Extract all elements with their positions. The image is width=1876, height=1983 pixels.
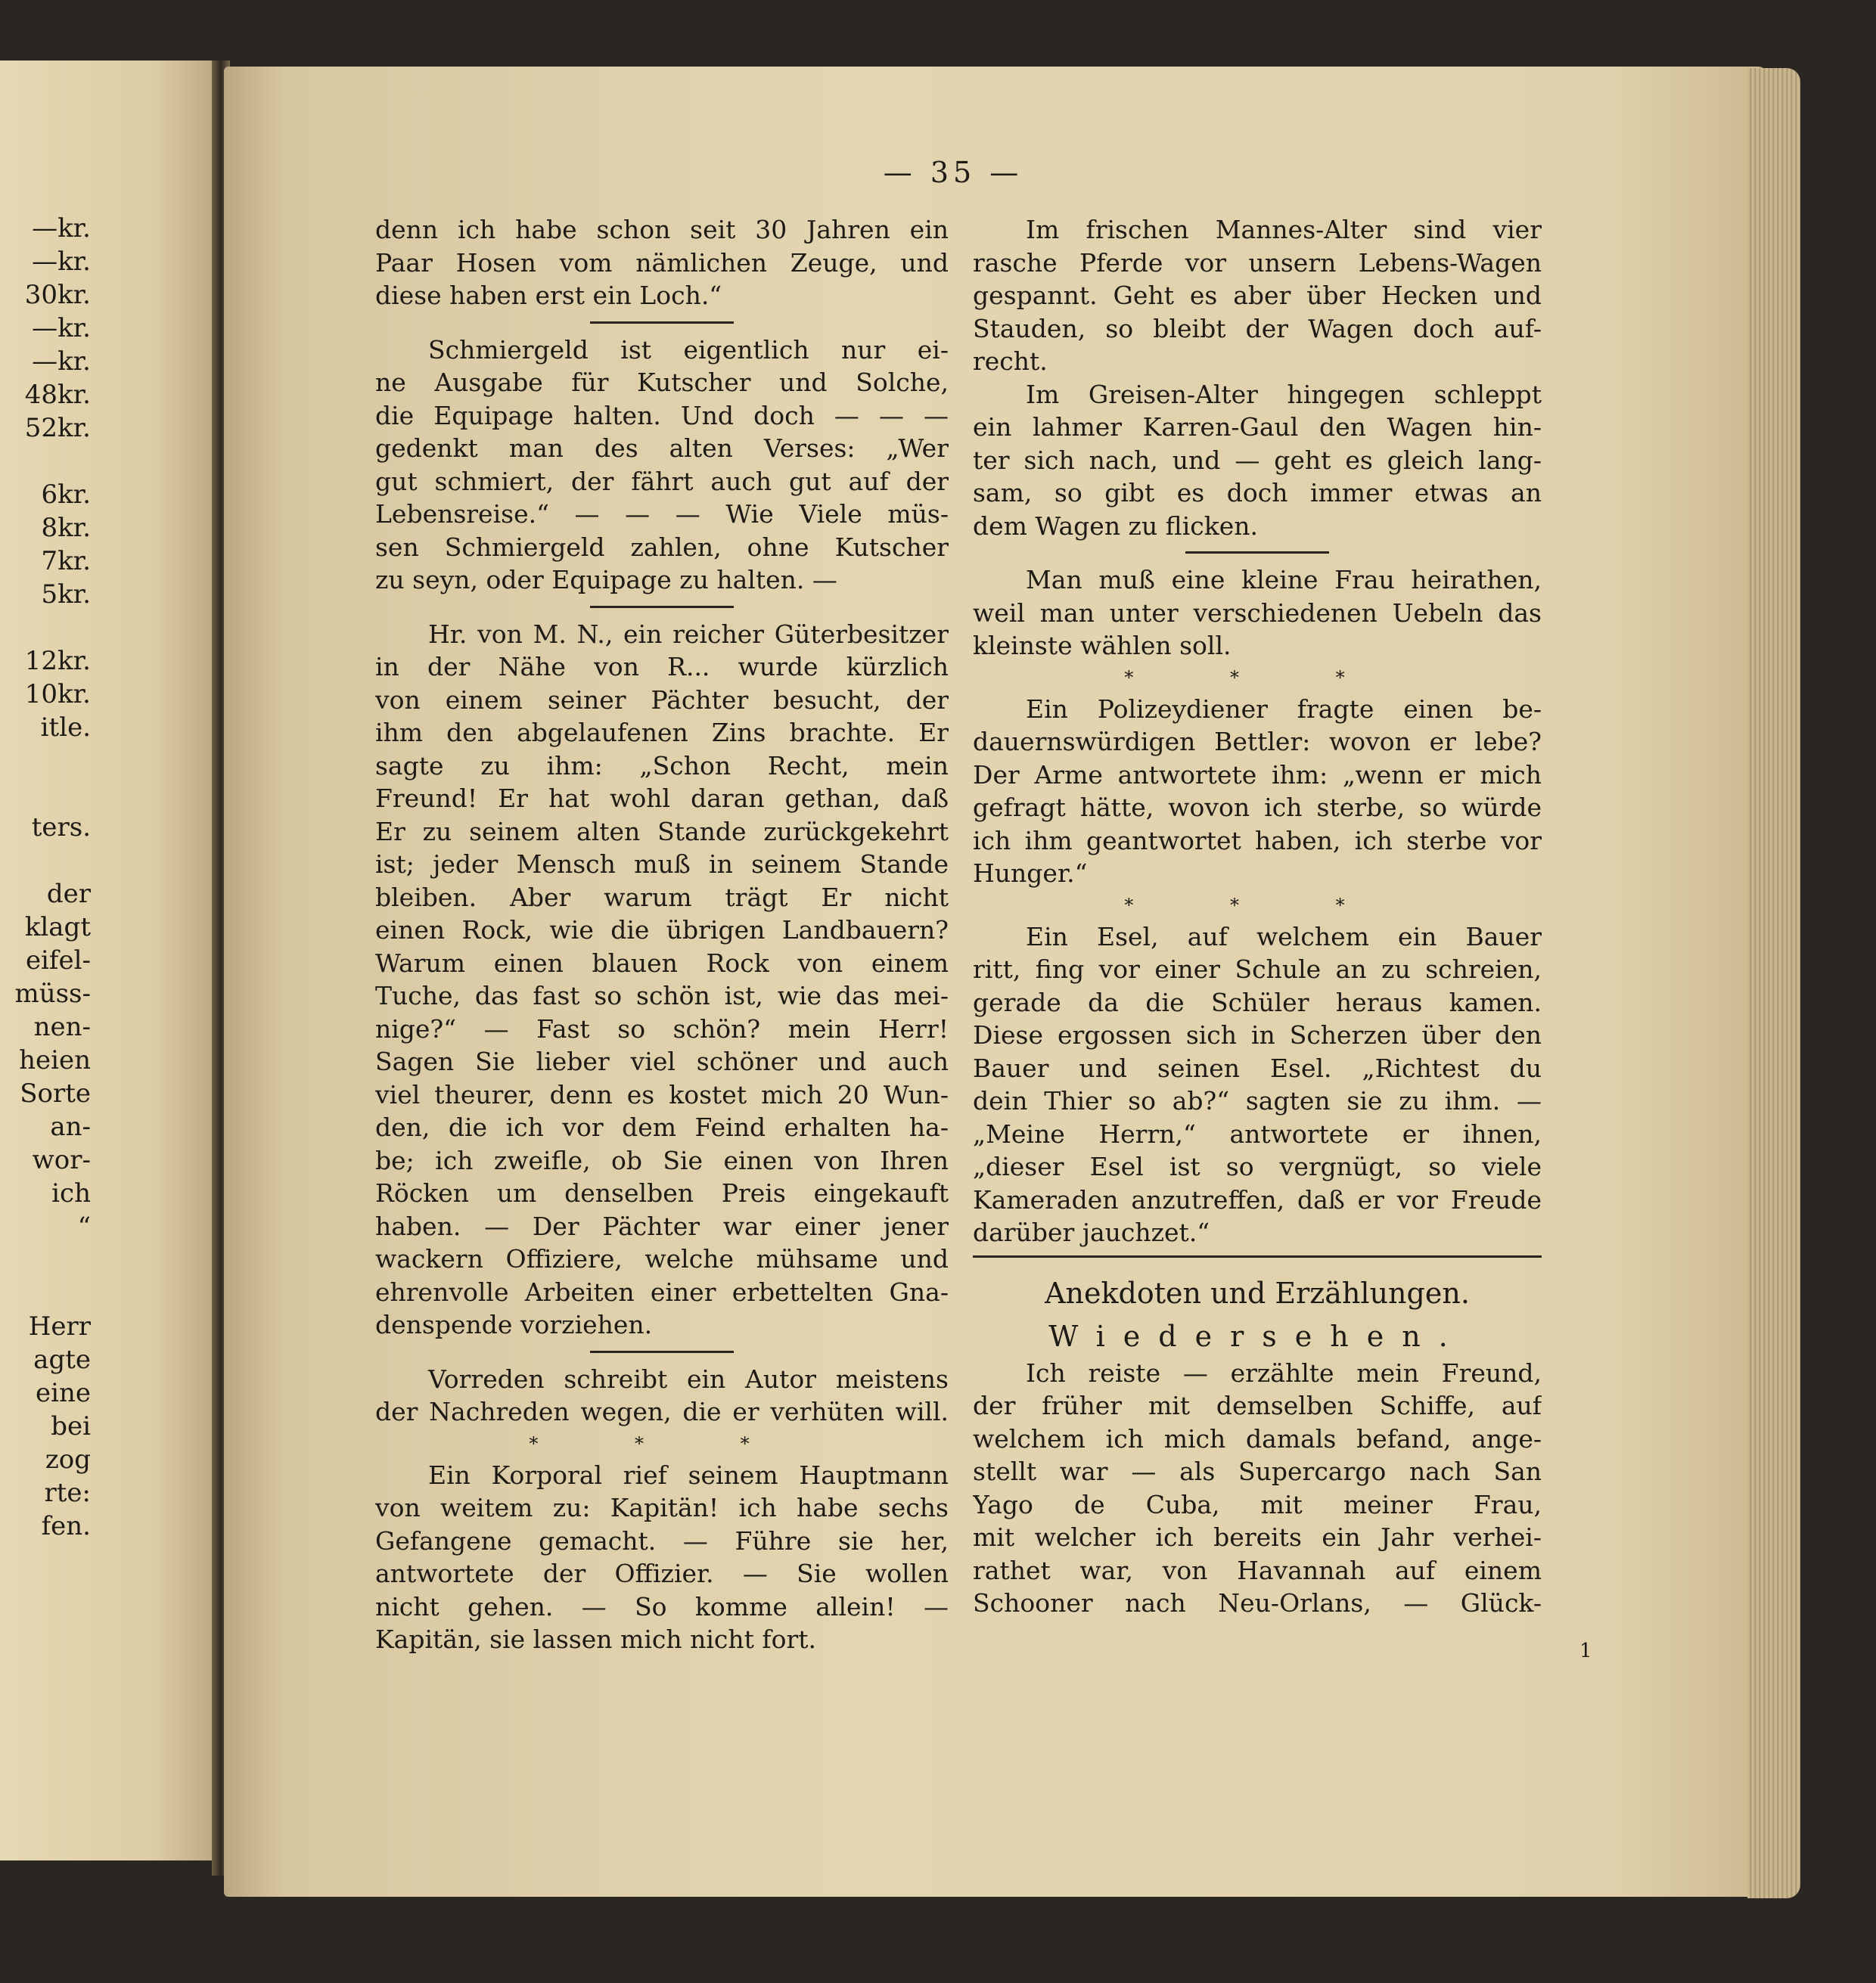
text-line: der früher mit demselben Schiffe, auf xyxy=(973,1391,1542,1420)
text-line: Sagen Sie lieber viel schöner und auch xyxy=(375,1047,949,1076)
text-line: ihm den abgelaufenen Zins brachte. Er xyxy=(375,718,949,747)
left-page-line: rte: xyxy=(44,1478,91,1508)
left-page-line: zog xyxy=(45,1445,91,1475)
left-page-line: 30kr. xyxy=(24,280,91,310)
text-line: ne Ausgabe für Kutscher und Solche, xyxy=(375,368,949,397)
text-line: ritt, fing vor einer Schule an zu schreien, xyxy=(973,954,1542,984)
text-line: der Nachreden wegen, die er verhüten will. xyxy=(375,1397,949,1426)
text-line: Ein Polizeydiener fragte einen be- xyxy=(1026,694,1542,724)
text-line: gerade da die Schüler heraus kamen. xyxy=(973,987,1542,1017)
left-page-line: 8kr. xyxy=(41,513,91,543)
left-page-line: 5kr. xyxy=(41,579,91,610)
text-column-right xyxy=(973,213,1542,1620)
page-edges xyxy=(1747,68,1800,1898)
text-line: denn ich habe schon seit 30 Jahren ein xyxy=(375,215,949,244)
text-line: Yago de Cuba, mit meiner Frau, xyxy=(973,1489,1542,1519)
text-line: Im Greisen-Alter hingegen schleppt xyxy=(1026,379,1542,409)
text-line: Lebensreise.“ — — — Wie Viele müs- xyxy=(375,499,949,529)
page-number: — 35 — xyxy=(883,156,1023,189)
text-line: dauernswürdigen Bettler: wovon er lebe? xyxy=(973,727,1542,756)
left-page-line: itle. xyxy=(40,712,91,743)
left-page-line: —kr. xyxy=(32,213,91,244)
text-line: wackern Offiziere, welche mühsame und xyxy=(375,1244,949,1274)
text-line: gefragt hätte, wovon ich sterbe, so würde xyxy=(973,793,1542,822)
left-page-line: eine xyxy=(35,1378,91,1408)
left-page-line xyxy=(0,1277,91,1310)
text-line: Ich reiste — erzählte mein Freund, xyxy=(1026,1358,1542,1388)
text-line: Paar Hosen vom nämlichen Zeuge, und xyxy=(375,247,949,278)
left-page-line xyxy=(0,611,91,644)
text-line: darüber jauchzet.“ xyxy=(973,1218,1210,1247)
text-line: von weitem zu: Kapitän! ich habe sechs xyxy=(375,1493,949,1522)
text-line: „Meine Herrn,“ antwortete er ihnen, xyxy=(973,1119,1542,1149)
left-page-line xyxy=(0,777,91,811)
text-line: Ein Korporal rief seinem Hauptmann xyxy=(428,1460,949,1490)
left-page-line: Herr xyxy=(28,1311,91,1342)
text-line: nige?“ — Fast so schön? mein Herr! xyxy=(375,1013,949,1044)
text-line: sagte zu ihm: „Schon Recht, mein xyxy=(375,750,949,780)
text-line: Kapitän, sie lassen mich nicht fort. xyxy=(375,1625,817,1654)
text-line: rathet war, von Havannah auf einem xyxy=(973,1555,1542,1585)
left-page-line: der xyxy=(46,879,91,909)
text-line: Bauer und seinen Esel. „Richtest du xyxy=(973,1053,1542,1083)
text-line: be; ich zweifle, ob Sie einen von Ihren xyxy=(375,1145,949,1175)
left-page-line: —kr. xyxy=(32,313,91,343)
section-divider xyxy=(375,1342,949,1363)
left-page-line: “ xyxy=(77,1212,91,1242)
text-line: diese haben erst ein Loch.“ xyxy=(375,281,722,310)
left-page-line: 52kr. xyxy=(24,413,91,443)
text-line: einen Rock, wie die übrigen Landbauern? xyxy=(375,915,949,945)
section-divider xyxy=(375,597,949,618)
left-page-line: agte xyxy=(33,1345,91,1375)
text-line: Kameraden anzutreffen, daß er vor Freude xyxy=(973,1184,1542,1215)
text-line: welchem ich mich damals befand, ange- xyxy=(973,1423,1542,1454)
text-line: die Equipage halten. Und doch — — — xyxy=(375,400,949,430)
text-line: den, die ich vor dem Feind erhalten ha- xyxy=(375,1113,949,1142)
text-line: ein lahmer Karren-Gaul den Wagen hin- xyxy=(973,412,1542,442)
text-line: viel theurer, denn es kostet mich 20 Wun- xyxy=(375,1079,949,1109)
left-page-line: 6kr. xyxy=(41,479,91,510)
left-page-line: ters. xyxy=(31,812,91,843)
text-line: mit welcher ich bereits ein Jahr verhei- xyxy=(973,1522,1542,1552)
text-line: denspende vorziehen. xyxy=(375,1310,653,1339)
text-line: „dieser Esel ist so vergnügt, so viele xyxy=(973,1152,1542,1181)
text-line: gut schmiert, der fährt auch gut auf der xyxy=(375,466,949,496)
left-page-line: 10kr. xyxy=(24,679,91,709)
text-line: ist; jeder Mensch muß in seinem Stande xyxy=(375,849,949,879)
text-line: Hunger.“ xyxy=(973,858,1088,888)
left-page-text xyxy=(0,212,91,1543)
text-line: Hr. von M. N., ein reicher Güterbesitzer xyxy=(428,619,949,649)
left-page-line: —kr. xyxy=(32,346,91,377)
left-page-line: an- xyxy=(50,1112,91,1142)
text-line: ehrenvolle Arbeiten einer erbettelten Gna- xyxy=(375,1277,949,1307)
text-line: nicht gehen. — So komme allein! — xyxy=(375,1591,949,1621)
text-line: Der Arme antwortete ihm: „wenn er mich xyxy=(973,759,1542,790)
text-column-left xyxy=(375,213,949,1656)
left-page-line: 48kr. xyxy=(24,380,91,410)
left-page-line: heien xyxy=(19,1045,91,1075)
text-line: Ein Esel, auf welchem ein Bauer xyxy=(1026,921,1542,951)
text-line: bleiben. Aber warum trägt Er nicht xyxy=(375,882,949,912)
asterism-divider: * * * xyxy=(529,1432,795,1454)
text-line: Diese ergossen sich in Scherzen über den xyxy=(973,1020,1542,1050)
section-heading: Anekdoten und Erzählungen. xyxy=(1045,1276,1470,1310)
section-divider xyxy=(973,542,1542,563)
asterism-divider: * * * xyxy=(1124,666,1390,688)
left-page-line: ich xyxy=(51,1178,91,1209)
text-line: sen Schmiergeld zahlen, ohne Kutscher xyxy=(375,532,949,562)
text-line: Man muß eine kleine Frau heirathen, xyxy=(1026,565,1542,594)
text-line: ter sich nach, und — geht es gleich lang- xyxy=(973,445,1542,475)
left-page-line: —kr. xyxy=(32,247,91,277)
left-page-line: fen. xyxy=(41,1511,91,1541)
margin-mark: 1 xyxy=(1579,1640,1592,1662)
left-page-line xyxy=(0,844,91,877)
text-line: kleinste wählen soll. xyxy=(973,631,1232,660)
text-line: weil man unter verschiedenen Uebeln das xyxy=(973,597,1542,628)
left-page-line xyxy=(0,744,91,777)
left-page-line: 7kr. xyxy=(41,546,91,576)
text-line: recht. xyxy=(973,346,1048,376)
left-page-line: nen- xyxy=(33,1012,91,1042)
text-line: antwortete der Offizier. — Sie wollen xyxy=(375,1559,949,1588)
left-page-line: klagt xyxy=(24,912,91,942)
asterism-divider: * * * xyxy=(1124,894,1390,916)
text-line: in der Nähe von R... wurde kürzlich xyxy=(375,652,949,681)
left-page-line: Sorte xyxy=(20,1078,91,1109)
text-line: zu seyn, oder Equipage zu halten. — xyxy=(375,565,837,594)
text-line: gespannt. Geht es aber über Hecken und xyxy=(973,281,1542,310)
text-line: dem Wagen zu flicken. xyxy=(973,510,1259,541)
text-line: ich ihm geantwortet haben, ich sterbe vor xyxy=(973,825,1542,855)
text-line: sam, so gibt es doch immer etwas an xyxy=(973,478,1542,507)
text-line: Schmiergeld ist eigentlich nur ei- xyxy=(428,334,949,365)
text-line: gedenkt man des alten Verses: „Wer xyxy=(375,433,949,463)
text-line: von einem seiner Pächter besucht, der xyxy=(375,684,949,715)
left-page-line: 12kr. xyxy=(24,646,91,676)
left-page-line: wor- xyxy=(32,1145,91,1175)
section-divider xyxy=(375,312,949,334)
section-divider-long xyxy=(973,1249,1542,1271)
left-page-line xyxy=(0,1243,91,1277)
text-line: rasche Pferde vor unsern Lebens-Wagen xyxy=(973,247,1542,278)
text-line: Röcken um denselben Preis eingekauft xyxy=(375,1178,949,1208)
text-line: Er zu seinem alten Stande zurückgekehrt xyxy=(375,816,949,846)
text-line: haben. — Der Pächter war einer jener xyxy=(375,1211,949,1241)
text-line: Warum einen blauen Rock von einem xyxy=(375,948,949,978)
text-line: Gefangene gemacht. — Führe sie her, xyxy=(375,1525,949,1556)
left-page-line: bei xyxy=(51,1411,91,1441)
text-line: Stauden, so bleibt der Wagen doch auf- xyxy=(973,313,1542,343)
left-page-line xyxy=(0,445,91,478)
story-title: Wiedersehen. xyxy=(1048,1319,1466,1353)
text-line: Freund! Er hat wohl daran gethan, daß xyxy=(375,784,949,813)
text-line: Schooner nach Neu-Orlans, — Glück- xyxy=(973,1588,1542,1618)
text-line: Vorreden schreibt ein Autor meistens xyxy=(428,1364,949,1394)
text-line: Im frischen Mannes-Alter sind vier xyxy=(1026,215,1542,244)
text-line: dein Thier so ab?“ sagten sie zu ihm. — xyxy=(973,1086,1542,1116)
left-page-line: müss- xyxy=(14,979,91,1009)
left-page-line: eifel- xyxy=(25,945,91,976)
text-line: stellt war — als Supercargo nach San xyxy=(973,1457,1542,1486)
text-line: Tuche, das fast so schön ist, wie das mei- xyxy=(375,981,949,1010)
